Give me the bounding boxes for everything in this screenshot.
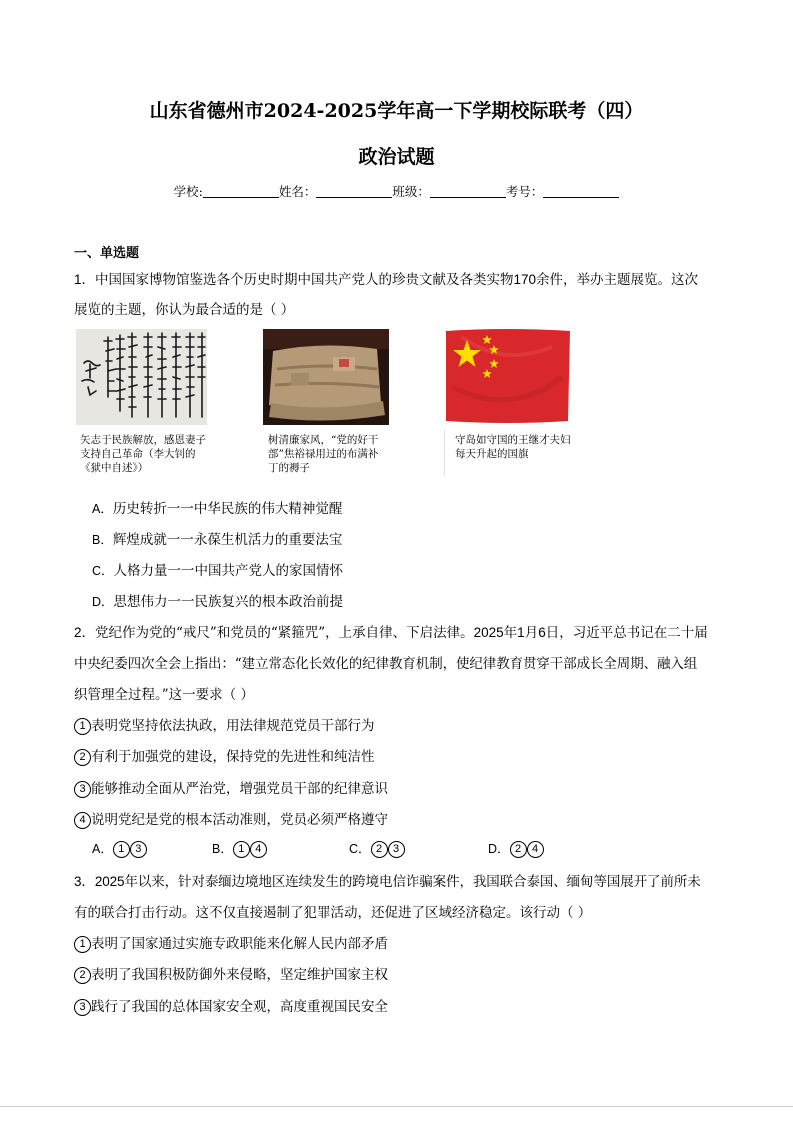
- page-bottom-rule: [0, 1106, 793, 1107]
- q3-line2: 有的联合打击行动。这不仅直接遏制了犯罪活动，还促进了区域经济稳定。该行动（ ）: [74, 905, 592, 921]
- q2-month: 1: [517, 625, 525, 640]
- info-fields: [0, 182, 793, 200]
- q1-option-d[interactable]: [92, 590, 343, 610]
- circled-number: 3: [388, 841, 405, 858]
- option-text: 人格力量一一中国共产党人的家国情怀: [113, 563, 344, 579]
- q2-statement-4: [74, 808, 388, 829]
- q3-year: 2025: [94, 874, 125, 889]
- option-text: 辉煌成就一一永葆生机活力的重要法宝: [112, 532, 343, 548]
- field-examno-label: 考号：: [505, 184, 544, 199]
- circled-number: 2: [371, 841, 388, 858]
- q1-number: 1．: [74, 272, 96, 287]
- quilt-image: [263, 329, 389, 425]
- page-subtitle: 政治试题: [358, 146, 435, 168]
- statement-text: 有利于加强党的建设，保持党的先进性和纯洁性: [91, 749, 375, 765]
- q1-text-a: 中国国家博物馆鉴选各个历史时期中国共产党人的珍贵文献及各类实物: [95, 272, 514, 288]
- q2-line1: [74, 621, 708, 641]
- circled-number: 4: [250, 841, 267, 858]
- circled-number: 4: [527, 841, 544, 858]
- q3-statement-3: [74, 995, 388, 1016]
- field-name-label: 姓名：: [278, 184, 317, 199]
- flag-caption: 守岛如守国的王继才夫妇每天升起的国旗: [455, 434, 571, 460]
- q2-year: 2025: [473, 625, 504, 640]
- q2-text-c: 月: [524, 625, 539, 641]
- circled-number: 2: [74, 749, 91, 766]
- statement-text: 践行了我国的总体国家安全观，高度重视国民安全: [91, 999, 388, 1015]
- section-heading: 一、单选题: [74, 246, 140, 261]
- q2-statement-1: [74, 714, 375, 735]
- option-label: A．: [92, 502, 113, 516]
- q1-option-b[interactable]: [92, 528, 342, 548]
- circled-number: 3: [74, 999, 91, 1016]
- q2-choice-a[interactable]: [92, 839, 147, 858]
- q2-choices: [92, 839, 692, 859]
- statement-text: 表明党坚持依法执政，用法律规范党员干部行为: [91, 718, 375, 734]
- q2-line3: 织管理全过程。”这一要求（ ）: [74, 687, 254, 703]
- q1-option-c[interactable]: [92, 559, 343, 579]
- circled-number: 1: [113, 841, 130, 858]
- circled-number: 3: [74, 781, 91, 798]
- q2-statement-2: [74, 745, 375, 766]
- statement-text: 表明了国家通过实施专政职能来化解人民内部矛盾: [91, 936, 388, 952]
- q3-number: 3．: [74, 874, 95, 889]
- statement-text: 说明党纪是党的根本活动准则，党员必须严格遵守: [91, 812, 388, 828]
- field-school-label: 学校:: [173, 184, 203, 199]
- statement-text: 能够推动全面从严治党，增强党员干部的纪律意识: [91, 781, 388, 797]
- q2-number: 2．: [74, 625, 96, 640]
- statement-text: 表明了我国积极防御外来侵略，坚定维护国家主权: [91, 967, 388, 983]
- option-label: A．: [92, 842, 113, 856]
- field-class-blank: [430, 185, 506, 198]
- field-school-blank: [203, 185, 279, 198]
- option-text: 思想伟力一一民族复兴的根本政治前提: [113, 594, 344, 610]
- circled-number: 2: [510, 841, 527, 858]
- option-label: B．: [92, 533, 113, 547]
- circled-number: 4: [74, 812, 91, 829]
- q2-line2: 中央纪委四次全会上指出：“建立常态化长效化的纪律教育机制，使纪律教育贯穿干部成长全周期、融入组: [74, 656, 698, 672]
- option-text: 历史转折一一中华民族的伟大精神觉醒: [112, 501, 343, 517]
- q1-line1: [74, 268, 698, 288]
- field-class-label: 班级：: [392, 184, 430, 199]
- manuscript-caption: 矢志于民族解放，感恩妻子支持自己革命（李大钊的《狱中自述》）: [80, 434, 206, 474]
- option-label: D．: [488, 842, 510, 856]
- option-label: C．: [349, 842, 371, 856]
- flag-image: [442, 327, 573, 425]
- q2-text-a: 党纪作为党的“戒尺”和党员的“紧箍咒”，上承自律、下启法律。: [95, 625, 474, 641]
- option-label: D．: [92, 595, 114, 609]
- caption-divider: [444, 430, 445, 476]
- circled-number: 1: [233, 841, 250, 858]
- q1-option-a[interactable]: [92, 497, 342, 517]
- option-label: B．: [212, 842, 233, 856]
- q1-count: 170: [513, 272, 537, 287]
- q3-text-a: 年以来，针对泰缅边境地区连续发生的跨境电信诈骗案件，我国联合泰国、缅甸等国展开了前所未: [124, 874, 701, 890]
- q3-statement-1: [74, 932, 388, 953]
- manuscript-image: [76, 329, 207, 425]
- q2-text-d: 日，习近平总书记在二十届: [545, 625, 708, 641]
- q2-choice-b[interactable]: [212, 839, 267, 858]
- field-examno-blank: [543, 185, 619, 198]
- q2-text-b: 年: [503, 625, 518, 641]
- q2-day: 6: [538, 625, 546, 640]
- q1-text-b: 余件，举办主题展览。这次: [536, 272, 699, 288]
- q3-line1: [74, 870, 701, 890]
- option-label: C．: [92, 564, 114, 578]
- field-name-blank: [316, 185, 392, 198]
- circled-number: 1: [74, 718, 91, 735]
- circled-number: 2: [74, 967, 91, 984]
- q2-choice-d[interactable]: [488, 839, 544, 858]
- circled-number: 3: [130, 841, 147, 858]
- q2-choice-c[interactable]: [349, 839, 405, 858]
- page-title: 山东省德州市2024-2025学年高一下学期校际联考（四）: [149, 100, 644, 122]
- q2-statement-3: [74, 777, 388, 798]
- q1-line2: 展览的主题，你认为最合适的是（ ）: [74, 302, 295, 318]
- quilt-caption: 树清廉家风，“党的好干部”焦裕禄用过的布满补丁的褥子: [268, 434, 379, 474]
- circled-number: 1: [74, 936, 91, 953]
- q3-statement-2: [74, 963, 388, 984]
